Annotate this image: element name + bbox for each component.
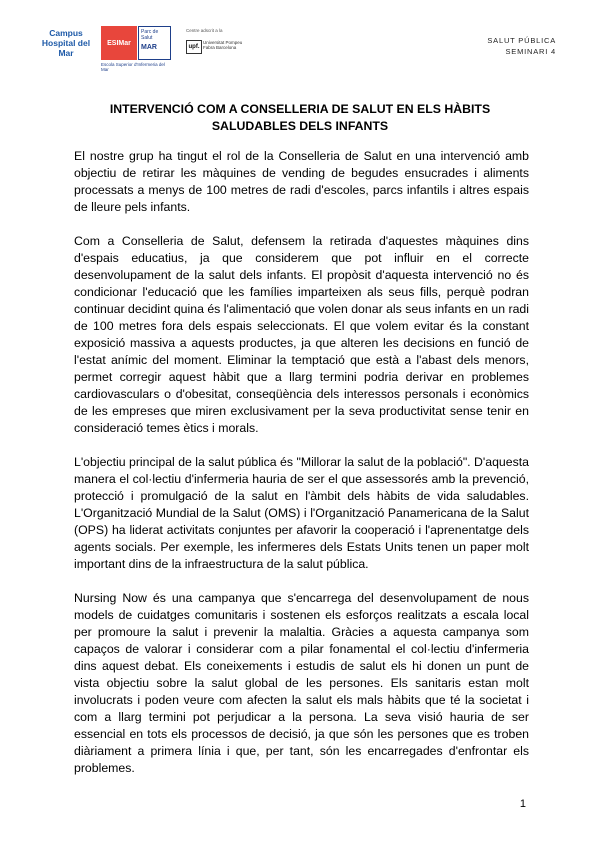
page-header xyxy=(0,0,600,80)
parc-de-salut-mar-mark xyxy=(138,26,171,60)
campus-hospital-del-mar-logo: Campus Hospital del Mar xyxy=(41,28,91,58)
upf-top-line: Centre adscrit a la xyxy=(186,28,223,33)
page-number: 1 xyxy=(519,798,526,810)
upf-mark: upf. xyxy=(186,40,202,54)
document-title: INTERVENCIÓ COM A CONSELLERIA DE SALUT EN ELS HÀBITS SALUDABLES DELS INFANTS xyxy=(109,102,491,133)
seminar-label: SEMINARI 4 xyxy=(505,47,556,56)
header-course-info xyxy=(487,35,556,57)
paragraph-4: Nursing Now és una campanya que s'encarrega del desenvolupament de nous models de cuidatges comunitaris i sostenen els esforços realitzats a escala local per promoure la salut i prevenir la malaltia. Gràcies a aquesta campanya som capaços de valorar i considerar com a pilar fonamental el col·lectiu d'infermeria dins aquest debat. Els coneixements i estudis de salut els hi donen un punt de vista objectiu sobre la salut global de les persones. Els sanitaris estan molt involucrats i poden veure com afecten la salut els mals hàbits que té la societat i com a llarg termini pot perjudicar a la persona. La seva visió hauria de ser essencial en tots els processos de decisió, ja que són les persones que es troben diàriament a primera línia i que, per tant, són les encarregades d'enfrontar els problemes. xyxy=(74,591,529,775)
upf-logo xyxy=(186,28,246,68)
upf-text: Universitat Pompeu Fabra Barcelona xyxy=(203,40,243,50)
esimar-subline: Escola Superior d'Infermeria del Mar xyxy=(101,62,165,72)
parc-de-salut-label: Parc de Salut xyxy=(141,29,159,41)
mar-label: MAR xyxy=(141,44,157,51)
paragraph-2: Com a Conselleria de Salut, defensem la retirada d'aquestes màquines dins d'espais educatius, ja que considerem que pot influir en el correcte desenvolupament de la salut dels infants. El propòsit d'aquesta intervenció no és condicionar l'educació que les famílies imparteixen als seus fills, perquè podran continuar decidint quina és l'alimentació que volen donar als seus infants en un radi de 100 metres fora dels espais seleccionats. El que volem evitar és la constant exposició massiva a aquests productes, ja que alteren les decisions en funció de l'estat anímic del moment. Eliminar la temptació que està a l'abast dels menors, permet corregir aquest hàbit que a llarg termini podria derivar en problemes cardiovasculars o d'obesitat, conseqüència dels interessos personals i econòmics de les empreses que miren exclusivament per la seva productivitat sense tenir en consideració temes ètics i morals. xyxy=(74,234,529,435)
esimar-mark: ESIMar xyxy=(101,26,137,60)
paragraph-1: El nostre grup ha tingut el rol de la Conselleria de Salut en una intervenció amb objectiu de retirar les màquines de vending de begudes ensucrades i aliments processats a menys de 100 metres de radi d'escoles, parcs infantils i altres espais de lleure pels infants. xyxy=(74,149,529,214)
esimar-logo xyxy=(101,26,173,72)
course-name: SALUT PÚBLICA xyxy=(487,36,556,45)
paragraph-3: L'objectiu principal de la salut pública és "Millorar la salut de la població". D'aquesta manera el col·lectiu d'infermeria hauria de ser el que assessorés amb la prevenció, protecció i promulgació de la salut en l'àmbit dels hàbits de vida saludables. L'Organització Mundial de la Salut (OMS) i l'Organització Panamericana de la Salut (OPS) ha liderat activitats conjuntes per afavorir la cooperació i l'aprenentatge dels agents socials. Per exemple, les infermeres dels Estats Units tenen un paper molt important dins de la infraestructura de la salut pública. xyxy=(74,455,530,571)
document-body xyxy=(74,148,529,794)
